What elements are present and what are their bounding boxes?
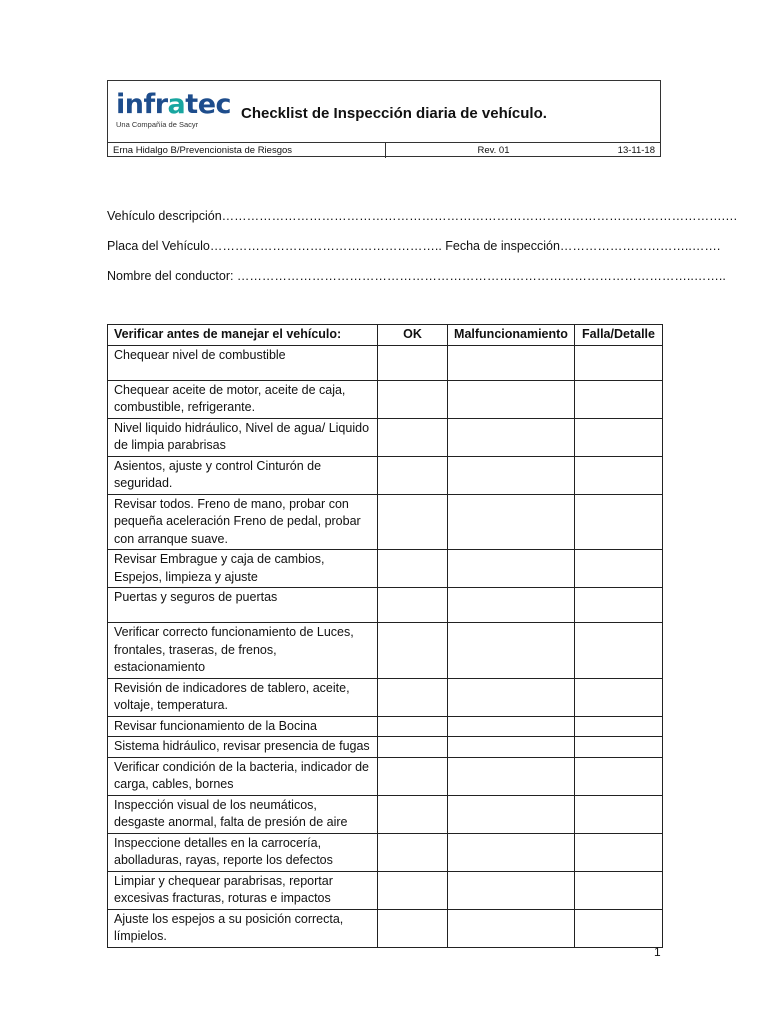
fault-detail-cell[interactable]	[575, 795, 663, 833]
table-row	[108, 494, 663, 550]
document-header	[107, 80, 661, 157]
table-row	[108, 456, 663, 494]
inspection-checklist-table	[107, 324, 663, 948]
ok-cell[interactable]	[378, 757, 448, 795]
checklist-item-text: Revisar Embrague y caja de cambios, Espejos, limpieza y ajuste	[108, 550, 378, 588]
checklist-item-text: Inspección visual de los neumáticos, desgaste anormal, falta de presión de aire	[108, 795, 378, 833]
checklist-item-text: Verificar condición de la bacteria, indicador de carga, cables, bornes	[108, 757, 378, 795]
table-row	[108, 795, 663, 833]
malfunction-cell[interactable]	[448, 418, 575, 456]
checklist-item-text: Revisar todos. Freno de mano, probar con pequeña aceleración Freno de pedal, probar con arranque suave.	[108, 494, 378, 550]
driver-name-field[interactable]: Nombre del conductor: ………………………………………………………………………………………………..……..	[107, 269, 726, 283]
document-date: 13-11-18	[617, 145, 655, 156]
document-meta-row	[108, 142, 660, 158]
malfunction-cell[interactable]	[448, 833, 575, 871]
column-header-item: Verificar antes de manejar el vehículo:	[108, 325, 378, 346]
document-title: Checklist de Inspección diaria de vehículo.	[241, 105, 547, 122]
fault-detail-cell[interactable]	[575, 550, 663, 588]
checklist-item-text: Limpiar y chequear parabrisas, reportar excesivas fracturas, roturas e impactos	[108, 871, 378, 909]
malfunction-cell[interactable]	[448, 456, 575, 494]
checklist-item-text: Verificar correcto funcionamiento de Luces, frontales, traseras, de frenos, estacionamiento	[108, 623, 378, 679]
malfunction-cell[interactable]	[448, 909, 575, 947]
logo-wordmark: infratec	[116, 89, 232, 120]
checklist-item-text: Nivel liquido hidráulico, Nivel de agua/ Liquido de limpia parabrisas	[108, 418, 378, 456]
ok-cell[interactable]	[378, 418, 448, 456]
checklist-item-text: Ajuste los espejos a su posición correcta, límpielos.	[108, 909, 378, 947]
malfunction-cell[interactable]	[448, 623, 575, 679]
table-row	[108, 623, 663, 679]
fault-detail-cell[interactable]	[575, 345, 663, 380]
fault-detail-cell[interactable]	[575, 716, 663, 737]
fault-detail-cell[interactable]	[575, 678, 663, 716]
ok-cell[interactable]	[378, 588, 448, 623]
fault-detail-cell[interactable]	[575, 623, 663, 679]
table-row	[108, 833, 663, 871]
malfunction-cell[interactable]	[448, 678, 575, 716]
ok-cell[interactable]	[378, 833, 448, 871]
column-header-fault-detail: Falla/Detalle	[575, 325, 663, 346]
table-row	[108, 588, 663, 623]
malfunction-cell[interactable]	[448, 550, 575, 588]
checklist-item-text: Sistema hidráulico, revisar presencia de fugas	[108, 737, 378, 758]
checklist-item-text: Chequear aceite de motor, aceite de caja, combustible, refrigerante.	[108, 380, 378, 418]
fault-detail-cell[interactable]	[575, 494, 663, 550]
malfunction-cell[interactable]	[448, 871, 575, 909]
fault-detail-cell[interactable]	[575, 737, 663, 758]
ok-cell[interactable]	[378, 716, 448, 737]
ok-cell[interactable]	[378, 494, 448, 550]
ok-cell[interactable]	[378, 456, 448, 494]
ok-cell[interactable]	[378, 909, 448, 947]
checklist-item-text: Revisar funcionamiento de la Bocina	[108, 716, 378, 737]
table-row	[108, 757, 663, 795]
ok-cell[interactable]	[378, 678, 448, 716]
logo-tagline: Una Compañía de Sacyr	[116, 120, 199, 129]
malfunction-cell[interactable]	[448, 588, 575, 623]
checklist-item-text: Chequear nivel de combustible	[108, 345, 378, 380]
ok-cell[interactable]	[378, 380, 448, 418]
fault-detail-cell[interactable]	[575, 757, 663, 795]
ok-cell[interactable]	[378, 795, 448, 833]
malfunction-cell[interactable]	[448, 494, 575, 550]
malfunction-cell[interactable]	[448, 716, 575, 737]
vehicle-description-field[interactable]: Vehículo descripción………………………………………………………………………………………………………….…	[107, 209, 738, 223]
table-row	[108, 418, 663, 456]
checklist-item-text: Puertas y seguros de puertas	[108, 588, 378, 623]
ok-cell[interactable]	[378, 871, 448, 909]
company-logo	[116, 89, 232, 133]
malfunction-cell[interactable]	[448, 380, 575, 418]
table-row	[108, 737, 663, 758]
table-row	[108, 550, 663, 588]
fault-detail-cell[interactable]	[575, 418, 663, 456]
document-revision: Rev. 01	[477, 145, 510, 156]
malfunction-cell[interactable]	[448, 757, 575, 795]
checklist-item-text: Asientos, ajuste y control Cinturón de seguridad.	[108, 456, 378, 494]
ok-cell[interactable]	[378, 345, 448, 380]
ok-cell[interactable]	[378, 737, 448, 758]
malfunction-cell[interactable]	[448, 795, 575, 833]
fault-detail-cell[interactable]	[575, 588, 663, 623]
table-row	[108, 716, 663, 737]
page-number: 1	[654, 945, 661, 959]
table-row	[108, 345, 663, 380]
table-header-row	[108, 325, 663, 346]
checklist-item-text: Revisión de indicadores de tablero, aceite, voltaje, temperatura.	[108, 678, 378, 716]
fault-detail-cell[interactable]	[575, 871, 663, 909]
document-author: Erna Hidalgo B/Prevencionista de Riesgos	[108, 143, 386, 158]
malfunction-cell[interactable]	[448, 737, 575, 758]
fault-detail-cell[interactable]	[575, 456, 663, 494]
plate-and-inspection-date-field[interactable]: Placa del Vehículo……………………………………………….. Fecha de inspección…………………………..…….	[107, 239, 721, 253]
fault-detail-cell[interactable]	[575, 833, 663, 871]
fault-detail-cell[interactable]	[575, 380, 663, 418]
fault-detail-cell[interactable]	[575, 909, 663, 947]
checklist-item-text: Inspeccione detalles en la carrocería, abolladuras, rayas, reporte los defectos	[108, 833, 378, 871]
table-row	[108, 909, 663, 947]
table-row	[108, 678, 663, 716]
ok-cell[interactable]	[378, 623, 448, 679]
table-row	[108, 380, 663, 418]
column-header-malfunction: Malfuncionamiento	[448, 325, 575, 346]
ok-cell[interactable]	[378, 550, 448, 588]
column-header-ok: OK	[378, 325, 448, 346]
malfunction-cell[interactable]	[448, 345, 575, 380]
table-row	[108, 871, 663, 909]
